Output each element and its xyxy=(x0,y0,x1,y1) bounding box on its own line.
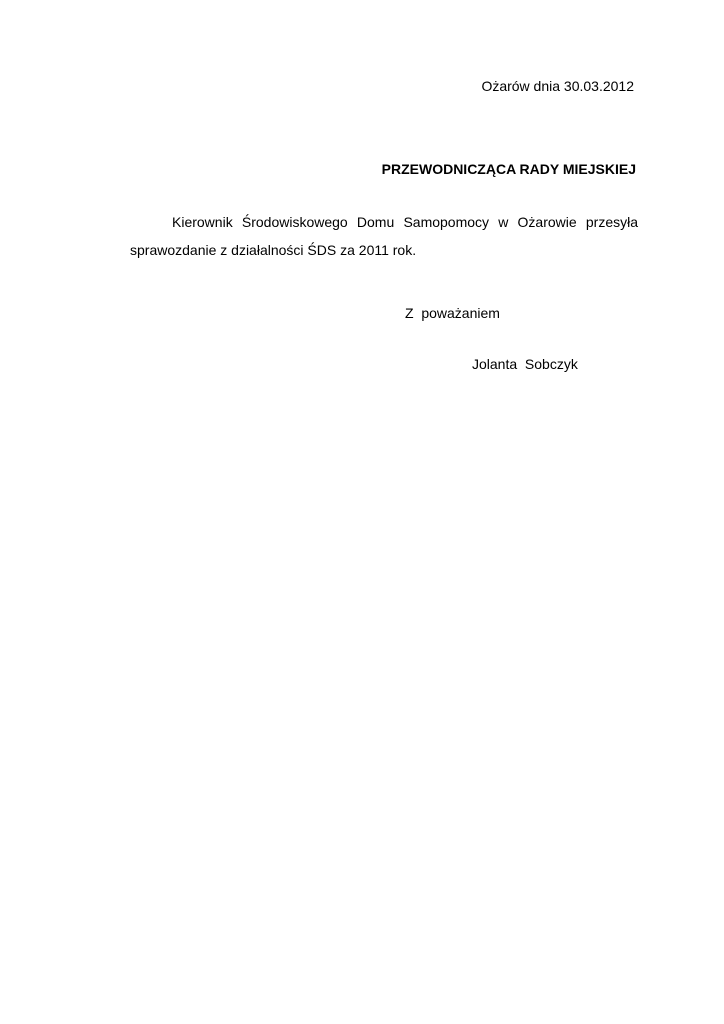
letter-body xyxy=(130,208,638,264)
addressee-heading: PRZEWODNICZĄCA RADY MIEJSKIEJ xyxy=(381,161,636,177)
signature-name: Jolanta Sobczyk xyxy=(472,356,578,372)
closing-phrase: Z poważaniem xyxy=(405,305,500,321)
body-line-2: sprawozdanie z działalności ŚDS za 2011 rok. xyxy=(130,242,417,258)
body-line-1: Kierownik Środowiskowego Domu Samopomocy w Ożarowie przesyła xyxy=(172,214,638,230)
place-date: Ożarów dnia 30.03.2012 xyxy=(481,78,634,94)
